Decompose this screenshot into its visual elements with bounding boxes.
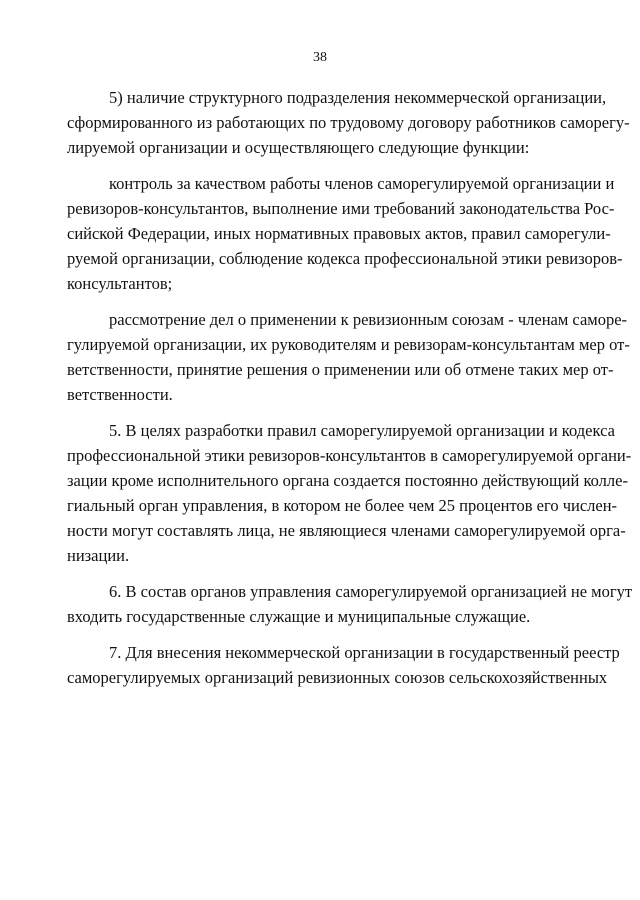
text-line: зации кроме исполнительного органа создается постоянно действующий колле- — [67, 471, 628, 490]
text-line: гиальный орган управления, в котором не более чем 25 процентов его числен- — [67, 496, 618, 515]
text-line: саморегулируемых организаций ревизионных союзов сельскохозяйственных — [67, 668, 608, 687]
text-line: низации. — [67, 546, 130, 565]
paragraph-item-5-structural-unit — [67, 85, 630, 160]
text-line: руемой организации, соблюдение кодекса профессиональной этики ревизоров- — [67, 249, 623, 268]
text-line: ности могут составлять лица, не являющиеся членами саморегулируемой орга- — [67, 521, 626, 540]
document-body — [67, 85, 633, 690]
paragraph-5-collegial-body — [67, 418, 632, 568]
text-line: ветственности. — [67, 385, 173, 404]
paragraph-6-civil-servants — [67, 579, 633, 629]
text-line: гулируемой организации, их руководителям и ревизорам-консультантам мер от- — [67, 335, 630, 354]
text-line: сийской Федерации, иных нормативных правовых актов, правил саморегули- — [67, 224, 611, 243]
page-number: 38 — [313, 50, 327, 65]
text-line: 5) наличие структурного подразделения некоммерческой организации, — [109, 88, 607, 107]
text-line: профессиональной этики ревизоров-консультантов в саморегулируемой органи- — [67, 446, 632, 465]
text-line: 6. В состав органов управления саморегулируемой организацией не могут — [109, 582, 633, 601]
text-line: входить государственные служащие и муниципальные служащие. — [67, 607, 531, 626]
text-line: лируемой организации и осуществляющего следующие функции: — [67, 138, 530, 157]
text-line: рассмотрение дел о применении к ревизионным союзам - членам саморе- — [109, 310, 628, 329]
paragraph-liability-cases — [67, 307, 630, 407]
paragraph-7-state-register — [67, 640, 620, 690]
text-line: 5. В целях разработки правил саморегулируемой организации и кодекса — [109, 421, 615, 440]
text-line: сформированного из работающих по трудовому договору работников саморегу- — [67, 113, 630, 132]
text-line: ревизоров-консультантов, выполнение ими требований законодательства Рос- — [67, 199, 615, 218]
paragraph-quality-control — [67, 171, 623, 296]
text-line: консультантов; — [67, 274, 173, 293]
text-line: контроль за качеством работы членов саморегулируемой организации и — [109, 174, 615, 193]
text-line: 7. Для внесения некоммерческой организации в государственный реестр — [109, 643, 620, 662]
text-line: ветственности, принятие решения о применении или об отмене таких мер от- — [67, 360, 614, 379]
